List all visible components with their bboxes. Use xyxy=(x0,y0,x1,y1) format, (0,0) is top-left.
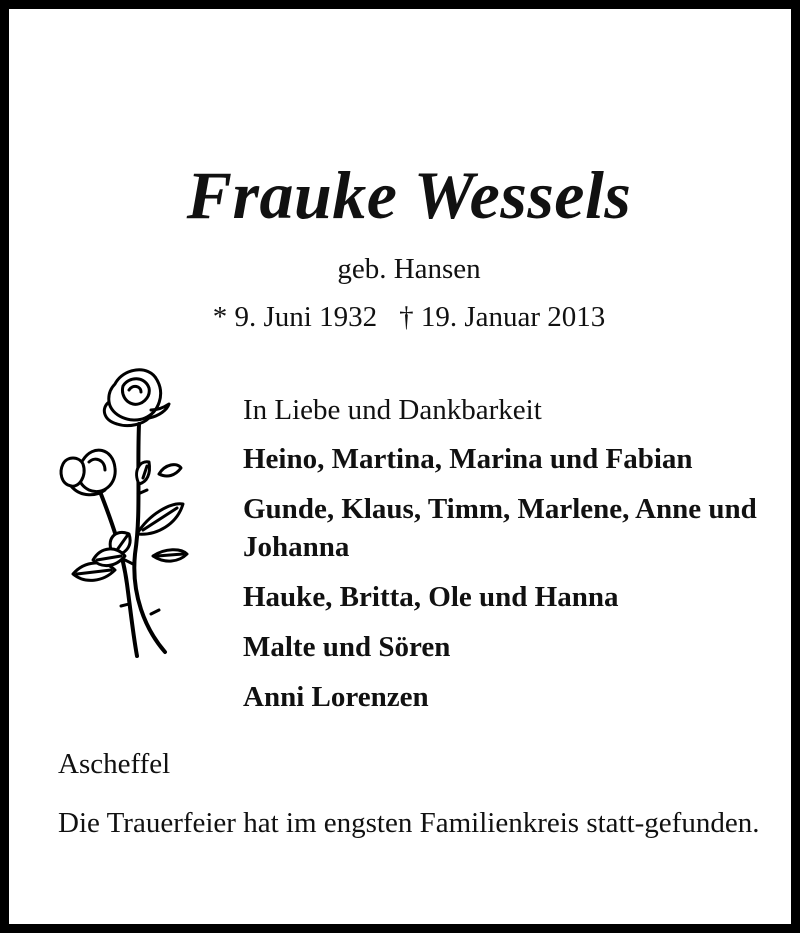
rose-icon xyxy=(53,364,193,664)
place-name: Ascheffel xyxy=(58,748,171,780)
deceased-name: Frauke Wessels xyxy=(186,157,632,233)
mourner-group: Gunde, Klaus, Timm, Marlene, Anne und Johanna xyxy=(243,493,757,563)
intro-text: In Liebe und Dankbarkeit xyxy=(243,394,542,426)
death-date: † 19. Januar 2013 xyxy=(399,301,606,333)
funeral-note: Die Trauerfeier hat im engsten Familienkreis statt-gefunden. xyxy=(58,807,760,839)
mourners-list xyxy=(243,440,783,728)
life-dates xyxy=(9,299,800,335)
birth-date: * 9. Juni 1932 xyxy=(212,301,378,333)
mourner-group: Anni Lorenzen xyxy=(243,681,429,713)
mourner-group: Malte und Sören xyxy=(243,631,451,663)
maiden-name: geb. Hansen xyxy=(337,253,481,285)
mourner-group: Heino, Martina, Marina und Fabian xyxy=(243,443,693,475)
mourner-group: Hauke, Britta, Ole und Hanna xyxy=(243,581,619,613)
